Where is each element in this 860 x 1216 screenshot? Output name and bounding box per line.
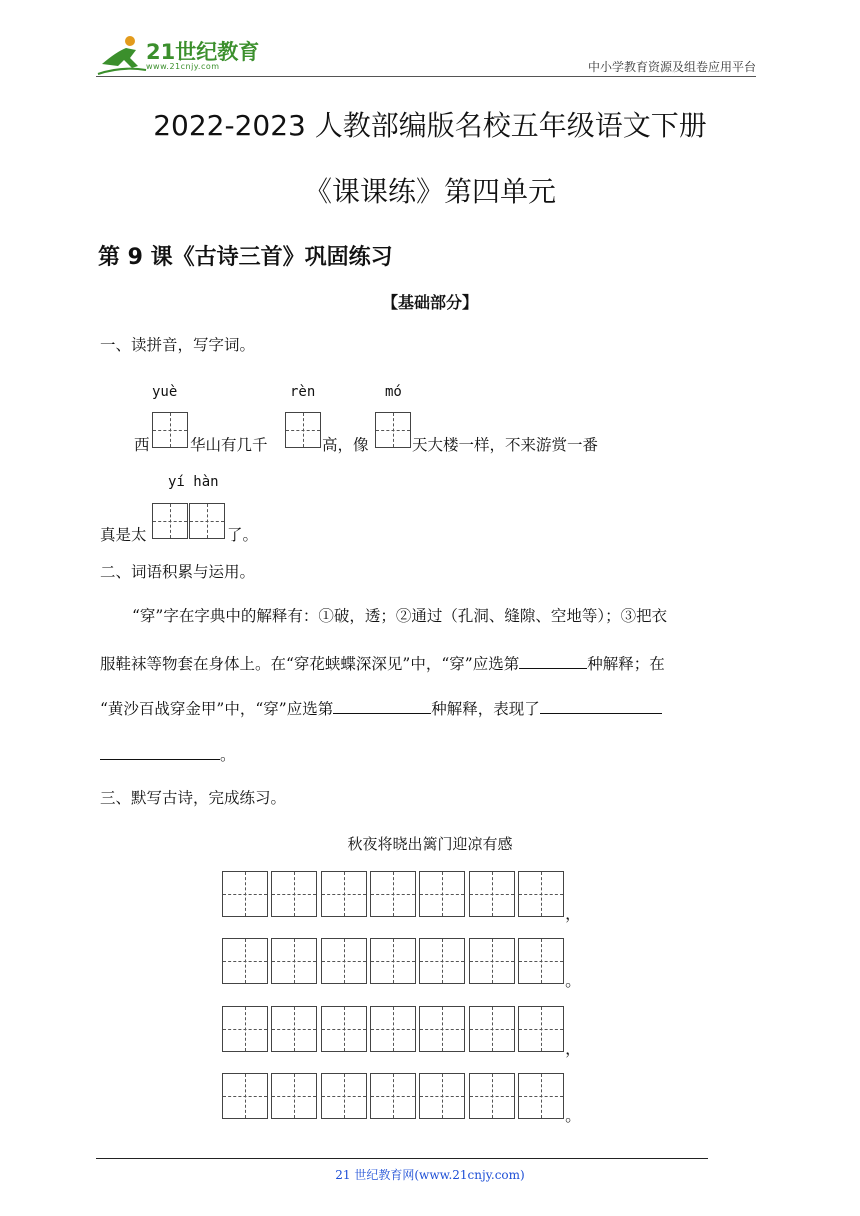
poem-row-punctuation: 。 bbox=[565, 971, 582, 990]
poem-char-box[interactable] bbox=[419, 1006, 465, 1052]
poem-char-box[interactable] bbox=[419, 938, 465, 984]
poem-char-box[interactable] bbox=[271, 938, 317, 984]
q2-line2 bbox=[100, 654, 665, 673]
answer-blank-3[interactable] bbox=[540, 699, 662, 714]
runner-logo-icon bbox=[96, 34, 148, 78]
poem-char-box[interactable] bbox=[518, 938, 564, 984]
poem-char-box[interactable] bbox=[370, 1006, 416, 1052]
poem-row-punctuation: ， bbox=[565, 904, 582, 923]
lesson-title: 第 9 课《古诗三首》巩固练习 bbox=[98, 245, 393, 270]
q2-line4-end: 。 bbox=[220, 746, 236, 764]
q2-line2-text-a: 服鞋袜等物套在身体上。在“穿花蛱蝶深深见”中，“穿”应选第 bbox=[100, 655, 520, 673]
q2-line4 bbox=[100, 745, 236, 764]
q2-heading: 二、词语积累与运用。 bbox=[100, 563, 256, 581]
poem-char-box[interactable] bbox=[271, 1006, 317, 1052]
writing-box-han[interactable] bbox=[189, 503, 225, 539]
page-title-line1: 2022-2023 人教部编版名校五年级语文下册 bbox=[153, 109, 707, 142]
q1-heading: 一、读拼音，写字词。 bbox=[100, 336, 256, 354]
writing-box-ren[interactable] bbox=[285, 412, 321, 448]
poem-char-box[interactable] bbox=[271, 1073, 317, 1119]
q1-text-seg6: 了。 bbox=[227, 526, 259, 544]
section-basic-heading: 【基础部分】 bbox=[381, 293, 478, 312]
pinyin-ren: rèn bbox=[290, 384, 316, 400]
answer-blank-2[interactable] bbox=[333, 699, 431, 714]
footer-link[interactable]: 21 世纪教育网(www.21cnjy.com) bbox=[335, 1168, 525, 1182]
poem-title: 秋夜将晓出篱门迎凉有感 bbox=[347, 835, 513, 853]
q1-text-seg4: 天大楼一样，不来游赏一番 bbox=[412, 436, 599, 454]
poem-char-box[interactable] bbox=[321, 1073, 367, 1119]
q1-text-seg3: 高，像 bbox=[322, 436, 369, 454]
poem-char-box[interactable] bbox=[469, 1006, 515, 1052]
poem-char-box[interactable] bbox=[518, 1073, 564, 1119]
poem-row-punctuation: ， bbox=[565, 1039, 582, 1058]
answer-blank-3-cont[interactable] bbox=[100, 745, 220, 760]
pinyin-mo: mó bbox=[385, 384, 402, 400]
logo-url: www.21cnjy.com bbox=[146, 62, 220, 71]
header-divider bbox=[96, 76, 756, 77]
poem-char-box[interactable] bbox=[469, 938, 515, 984]
poem-char-box[interactable] bbox=[222, 938, 268, 984]
page-title-line2: 《课课练》第四单元 bbox=[303, 175, 556, 208]
poem-char-box[interactable] bbox=[370, 871, 416, 917]
q1-text-seg1: 西 bbox=[134, 436, 150, 454]
poem-char-box[interactable] bbox=[518, 1006, 564, 1052]
answer-blank-1[interactable] bbox=[519, 654, 587, 669]
q2-line3 bbox=[100, 699, 662, 718]
q1-text-seg5: 真是太 bbox=[100, 526, 147, 544]
writing-box-yi[interactable] bbox=[152, 503, 188, 539]
poem-char-box[interactable] bbox=[419, 1073, 465, 1119]
q2-line2-text-b: 种解释；在 bbox=[587, 655, 665, 673]
poem-char-box[interactable] bbox=[370, 1073, 416, 1119]
poem-char-box[interactable] bbox=[321, 938, 367, 984]
logo-text: 21世纪教育 bbox=[146, 40, 260, 64]
footer-divider bbox=[96, 1158, 708, 1159]
poem-char-box[interactable] bbox=[222, 1073, 268, 1119]
poem-char-box[interactable] bbox=[321, 871, 367, 917]
poem-char-box[interactable] bbox=[518, 871, 564, 917]
writing-box-yue[interactable] bbox=[152, 412, 188, 448]
poem-row-punctuation: 。 bbox=[565, 1106, 582, 1125]
q2-line1: “穿”字在字典中的解释有：①破，透；②通过（孔洞、缝隙、空地等）；③把衣 bbox=[132, 607, 668, 625]
platform-label: 中小学教育资源及组卷应用平台 bbox=[587, 60, 756, 74]
q2-line3-text-a: “黄沙百战穿金甲”中，“穿”应选第 bbox=[100, 700, 334, 718]
poem-char-box[interactable] bbox=[419, 871, 465, 917]
poem-char-box[interactable] bbox=[271, 871, 317, 917]
poem-char-box[interactable] bbox=[222, 1006, 268, 1052]
q3-heading: 三、默写古诗，完成练习。 bbox=[100, 789, 287, 807]
poem-char-box[interactable] bbox=[370, 938, 416, 984]
pinyin-yue: yuè bbox=[152, 384, 178, 400]
writing-box-mo[interactable] bbox=[375, 412, 411, 448]
poem-char-box[interactable] bbox=[469, 1073, 515, 1119]
pinyin-yihan: yí hàn bbox=[168, 474, 219, 490]
poem-char-box[interactable] bbox=[321, 1006, 367, 1052]
q1-text-seg2: 华山有几千 bbox=[190, 436, 268, 454]
poem-char-box[interactable] bbox=[222, 871, 268, 917]
q2-line3-text-b: 种解释，表现了 bbox=[431, 700, 540, 718]
poem-char-box[interactable] bbox=[469, 871, 515, 917]
